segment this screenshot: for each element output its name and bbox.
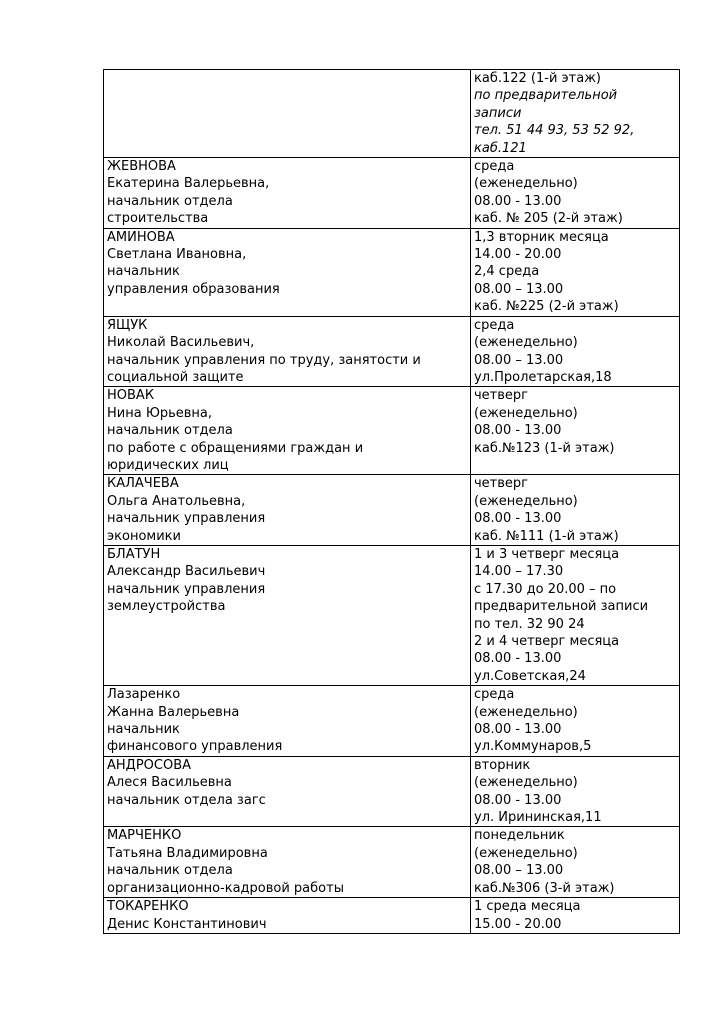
schedule-line: каб. №111 (1-й этаж) bbox=[474, 528, 619, 544]
schedule-line: предварительной записи bbox=[474, 599, 649, 615]
schedule-line: четверг bbox=[474, 388, 528, 404]
official-position: начальник bbox=[107, 722, 180, 738]
official-surname: Лазаренко bbox=[107, 687, 181, 703]
schedule-line: 14.00 - 20.00 bbox=[474, 247, 562, 263]
schedule-line: 2 и 4 четверг месяца bbox=[474, 634, 620, 649]
official-surname: ЯЩУК bbox=[107, 317, 148, 333]
official-name: Светлана Ивановна, bbox=[107, 247, 247, 263]
official-position: начальник отдела bbox=[107, 423, 233, 439]
official-position: начальник отдела загс bbox=[107, 792, 266, 808]
official-position: по работе с обращениями граждан и bbox=[107, 440, 364, 456]
schedule-cell bbox=[471, 158, 680, 229]
official-position: строительства bbox=[107, 211, 209, 227]
official-surname: НОВАК bbox=[107, 388, 155, 404]
schedule-line: четверг bbox=[474, 476, 528, 492]
official-position: юридических лиц bbox=[107, 457, 229, 473]
official-name: Жанна Валерьевна bbox=[107, 704, 240, 720]
table-row bbox=[104, 228, 680, 316]
table-row bbox=[104, 756, 680, 827]
official-surname: ЖЕВНОВА bbox=[107, 159, 176, 175]
official-position: начальник отдела bbox=[107, 863, 233, 879]
official-name: Нина Юрьевна, bbox=[107, 405, 213, 421]
schedule-line: (еженедельно) bbox=[474, 704, 578, 720]
schedule-line: 08.00 - 13.00 bbox=[474, 651, 562, 667]
official-cell bbox=[104, 475, 471, 546]
table-row bbox=[104, 387, 680, 475]
official-name: Александр Васильевич bbox=[107, 564, 266, 580]
table-row bbox=[104, 158, 680, 229]
schedule-cell bbox=[471, 475, 680, 546]
schedule-line: 1,3 вторник месяца bbox=[474, 229, 609, 245]
schedule-line: 1 среда месяца bbox=[474, 899, 581, 915]
official-position: начальник управления по труду, занятости и bbox=[107, 352, 421, 368]
schedule-line: 08.00 – 13.00 bbox=[474, 863, 564, 879]
official-cell bbox=[104, 158, 471, 229]
schedule-line: по предварительной bbox=[474, 88, 618, 104]
schedule-cell bbox=[471, 387, 680, 475]
official-cell bbox=[104, 316, 471, 387]
schedule-line: ул. Ирининская,11 bbox=[474, 810, 602, 826]
official-position: начальник отдела bbox=[107, 193, 233, 209]
official-position: землеустройства bbox=[107, 599, 226, 615]
schedule-cell bbox=[471, 70, 680, 158]
schedule-line: (еженедельно) bbox=[474, 335, 578, 351]
schedule-line: 08.00 - 13.00 bbox=[474, 792, 562, 808]
official-surname: ТОКАРЕНКО bbox=[107, 899, 189, 915]
schedule-cell bbox=[471, 545, 680, 685]
table-row bbox=[104, 686, 680, 757]
official-surname: АМИНОВА bbox=[107, 229, 175, 245]
official-cell bbox=[104, 70, 471, 158]
schedule-line: 08.00 – 13.00 bbox=[474, 281, 564, 297]
schedule-line: ул.Коммунаров,5 bbox=[474, 739, 592, 755]
official-cell bbox=[104, 827, 471, 898]
schedule-line: среда bbox=[474, 159, 515, 175]
schedule-cell bbox=[471, 827, 680, 898]
schedule-line: вторник bbox=[474, 757, 531, 773]
schedule-line: (еженедельно) bbox=[474, 775, 578, 791]
schedule-cell bbox=[471, 756, 680, 827]
official-cell bbox=[104, 228, 471, 316]
official-surname: КАЛАЧЕВА bbox=[107, 476, 179, 492]
official-position: начальник управления bbox=[107, 581, 266, 597]
schedule-line: 08.00 - 13.00 bbox=[474, 511, 562, 527]
official-cell bbox=[104, 387, 471, 475]
official-position: управления образования bbox=[107, 281, 280, 297]
schedule-line: (еженедельно) bbox=[474, 845, 578, 861]
official-position: начальник bbox=[107, 264, 180, 280]
schedule-line: каб.122 (1-й этаж) bbox=[474, 71, 601, 86]
official-position: начальник управления bbox=[107, 511, 266, 527]
official-name: Денис Константинович bbox=[107, 916, 267, 932]
table-row bbox=[104, 545, 680, 685]
schedule-line: среда bbox=[474, 317, 515, 333]
official-position: организационно-кадровой работы bbox=[107, 880, 344, 896]
schedule-line: по тел. 32 90 24 bbox=[474, 616, 585, 632]
official-name: Татьяна Владимировна bbox=[107, 845, 268, 861]
schedule-line: 08.00 - 13.00 bbox=[474, 423, 562, 439]
schedule-line: каб. № 205 (2-й этаж) bbox=[474, 211, 623, 227]
table-row bbox=[104, 827, 680, 898]
schedule-cell bbox=[471, 898, 680, 934]
table-row bbox=[104, 70, 680, 158]
schedule-line: 1 и 3 четверг месяца bbox=[474, 546, 620, 562]
schedule-line: понедельник bbox=[474, 828, 565, 844]
schedule-line: (еженедельно) bbox=[474, 493, 578, 509]
schedule-line: каб. №225 (2-й этаж) bbox=[474, 299, 619, 315]
table-row bbox=[104, 898, 680, 934]
official-name: Ольга Анатольевна, bbox=[107, 493, 246, 509]
schedule-line: (еженедельно) bbox=[474, 405, 578, 421]
schedule-line: тел. 51 44 93, 53 52 92, bbox=[474, 123, 635, 139]
schedule-line: 08.00 - 13.00 bbox=[474, 193, 562, 209]
official-surname: БЛАТУН bbox=[107, 546, 161, 562]
schedule-line: 15.00 - 20.00 bbox=[474, 916, 562, 932]
schedule-cell bbox=[471, 316, 680, 387]
official-position: экономики bbox=[107, 528, 181, 544]
schedule-line: 08.00 – 13.00 bbox=[474, 352, 564, 368]
table-row bbox=[104, 316, 680, 387]
schedule-line: 08.00 - 13.00 bbox=[474, 722, 562, 738]
schedule-cell bbox=[471, 228, 680, 316]
official-name: Екатерина Валерьевна, bbox=[107, 176, 270, 192]
schedule-line: 14.00 – 17.30 bbox=[474, 564, 564, 580]
schedule-line: 2,4 среда bbox=[474, 264, 540, 280]
schedule-line: каб.121 bbox=[474, 140, 527, 156]
schedule-line: (еженедельно) bbox=[474, 176, 578, 192]
schedule-line: среда bbox=[474, 687, 515, 703]
schedule-line: ул.Пролетарская,18 bbox=[474, 369, 612, 385]
schedule-line: записи bbox=[474, 105, 522, 121]
schedule-line: каб.№123 (1-й этаж) bbox=[474, 440, 615, 456]
reception-schedule-table bbox=[103, 69, 680, 934]
official-position: финансового управления bbox=[107, 739, 283, 755]
schedule-line: с 17.30 до 20.00 – по bbox=[474, 581, 617, 597]
official-cell bbox=[104, 686, 471, 757]
official-cell bbox=[104, 898, 471, 934]
official-surname: МАРЧЕНКО bbox=[107, 828, 182, 844]
official-surname: АНДРОСОВА bbox=[107, 757, 192, 773]
official-position: социальной защите bbox=[107, 369, 244, 385]
schedule-line: каб.№306 (3-й этаж) bbox=[474, 880, 615, 896]
table-row bbox=[104, 475, 680, 546]
official-name: Алеся Васильевна bbox=[107, 775, 232, 791]
schedule-cell bbox=[471, 686, 680, 757]
official-name: Николай Васильевич, bbox=[107, 335, 255, 351]
official-cell bbox=[104, 545, 471, 685]
official-cell bbox=[104, 756, 471, 827]
schedule-line: ул.Советская,24 bbox=[474, 668, 586, 684]
